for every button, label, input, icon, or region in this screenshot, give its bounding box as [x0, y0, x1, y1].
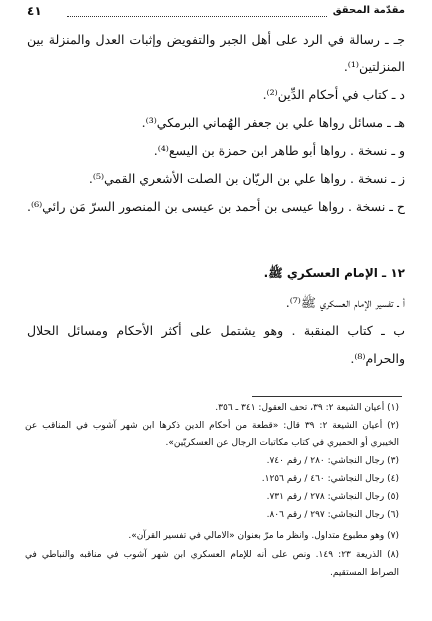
footnote: (٥) رجال النجاشي: ٢٧٨ / رقم ٧٣١. — [266, 492, 399, 502]
footnote-separator — [252, 396, 402, 397]
text-line: أ ـ تفسير الإمام العسكري ﷺ⁽⁷⁾. — [285, 295, 405, 310]
footnote: (٣) رجال النجاشي: ٢٨٠ / رقم ٧٤٠. — [266, 456, 399, 466]
footnote: (٨) الذريعة ٢٣: ١٤٩. ونص على أنه للإمام العسكري ابن شهر آشوب في مناقبه والنباطي في — [25, 550, 399, 560]
header-dotted-leader — [67, 16, 327, 17]
section-heading: ١٢ ـ الإمام العسكري ﷺ. — [263, 266, 405, 280]
footnote: (١) أعيان الشيعة ٢: ٣٩، تحف العقول: ٣٤١ ـ ٣٥٦. — [215, 403, 399, 413]
text-line: والحرام⁽⁸⁾. — [350, 351, 405, 366]
footnote: (٤) رجال النجاشي: ٤٦٠ / رقم ١٢٥٦. — [261, 474, 399, 484]
text-line: و ـ نسخة . رواها أبو طاهر ابن حمزة بن اليسع⁽⁴⁾. — [153, 143, 405, 158]
text-line: د ـ كتاب في أحكام الدِّين⁽²⁾. — [262, 87, 405, 102]
text-line: ح ـ نسخة . رواها عيسى بن أحمد بن عيسى بن المنصور السرّ مَن رائي⁽⁶⁾. — [27, 199, 405, 214]
footnote: الخيبري أو الحميري في كتاب مكاتبات الرجال عن العسكريّين». — [165, 438, 399, 448]
running-header — [27, 2, 405, 24]
text-line: ز ـ نسخة . رواها علي بن الريّان بن الصلت الأشعري القمي⁽⁵⁾. — [88, 171, 405, 186]
text-line: جـ ـ رسالة في الرد على أهل الجبر والتفويض وإثبات العدل والمنزلة بين — [27, 32, 405, 47]
footnote: الصراط المستقيم. — [329, 568, 399, 578]
text-line: هـ ـ مسائل رواها علي بن جعفر الهُماني البرمكي⁽³⁾. — [141, 115, 405, 130]
page-number: ٤١ — [27, 4, 42, 18]
text-line: المنزلتين⁽¹⁾. — [343, 59, 405, 74]
header-title: مقدّمة المحقق — [332, 5, 405, 16]
footnote: (٦) رجال النجاشي: ٢٩٧ / رقم ٨٠٦. — [266, 510, 399, 520]
text-line: ب ـ كتاب المنقبة . وهو يشتمل على أكثر الأحكام ومسائل الحلال — [27, 323, 405, 338]
footnote: (٧) وهو مطبوع متداول. وانظر ما مرّ بعنوان «الامالي في تفسير القرآن». — [128, 531, 399, 541]
footnote: (٢) أعيان الشيعة ٢: ٣٩ قال: «قطعة من أحكام الدين ذكرها ابن شهر آشوب في المناقب عن — [25, 421, 399, 431]
